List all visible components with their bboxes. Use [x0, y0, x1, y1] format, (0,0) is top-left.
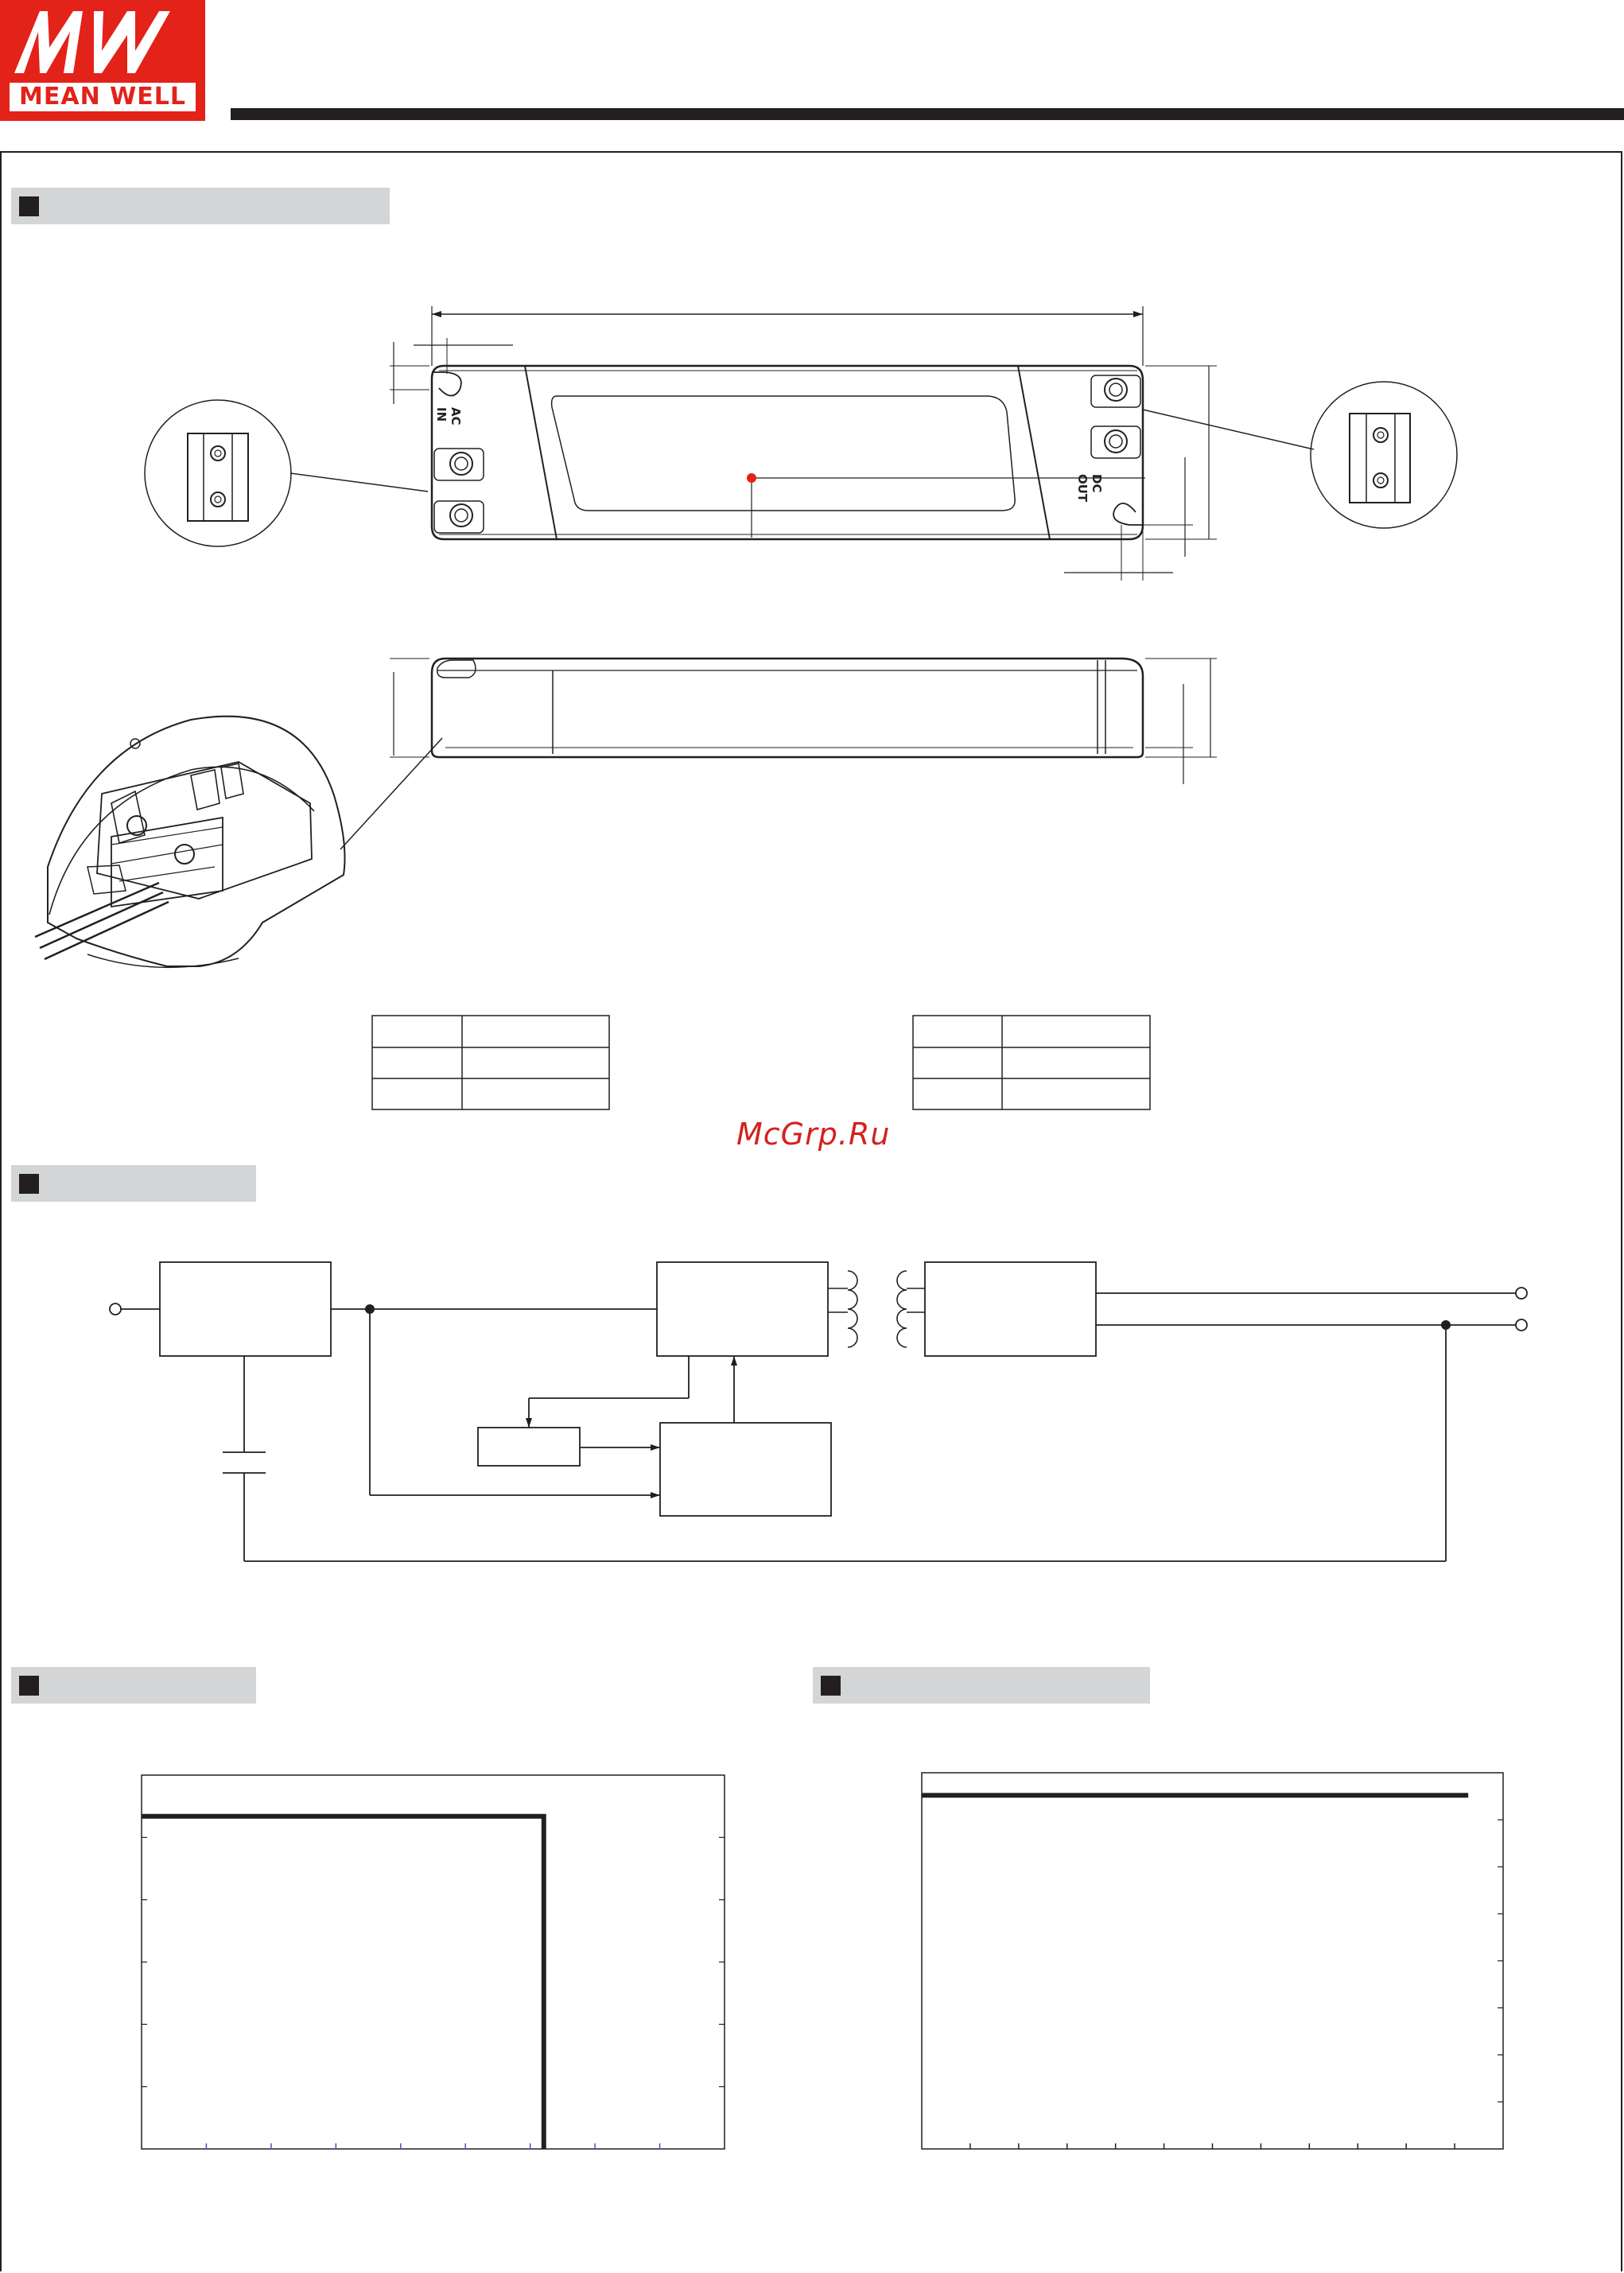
ac-in-label: AC IN	[434, 407, 463, 425]
dc-out-label: DC OUT	[1075, 474, 1104, 503]
brand-name: MEAN WELL	[10, 83, 196, 111]
watermark-text: McGrp.Ru	[736, 1117, 891, 1152]
